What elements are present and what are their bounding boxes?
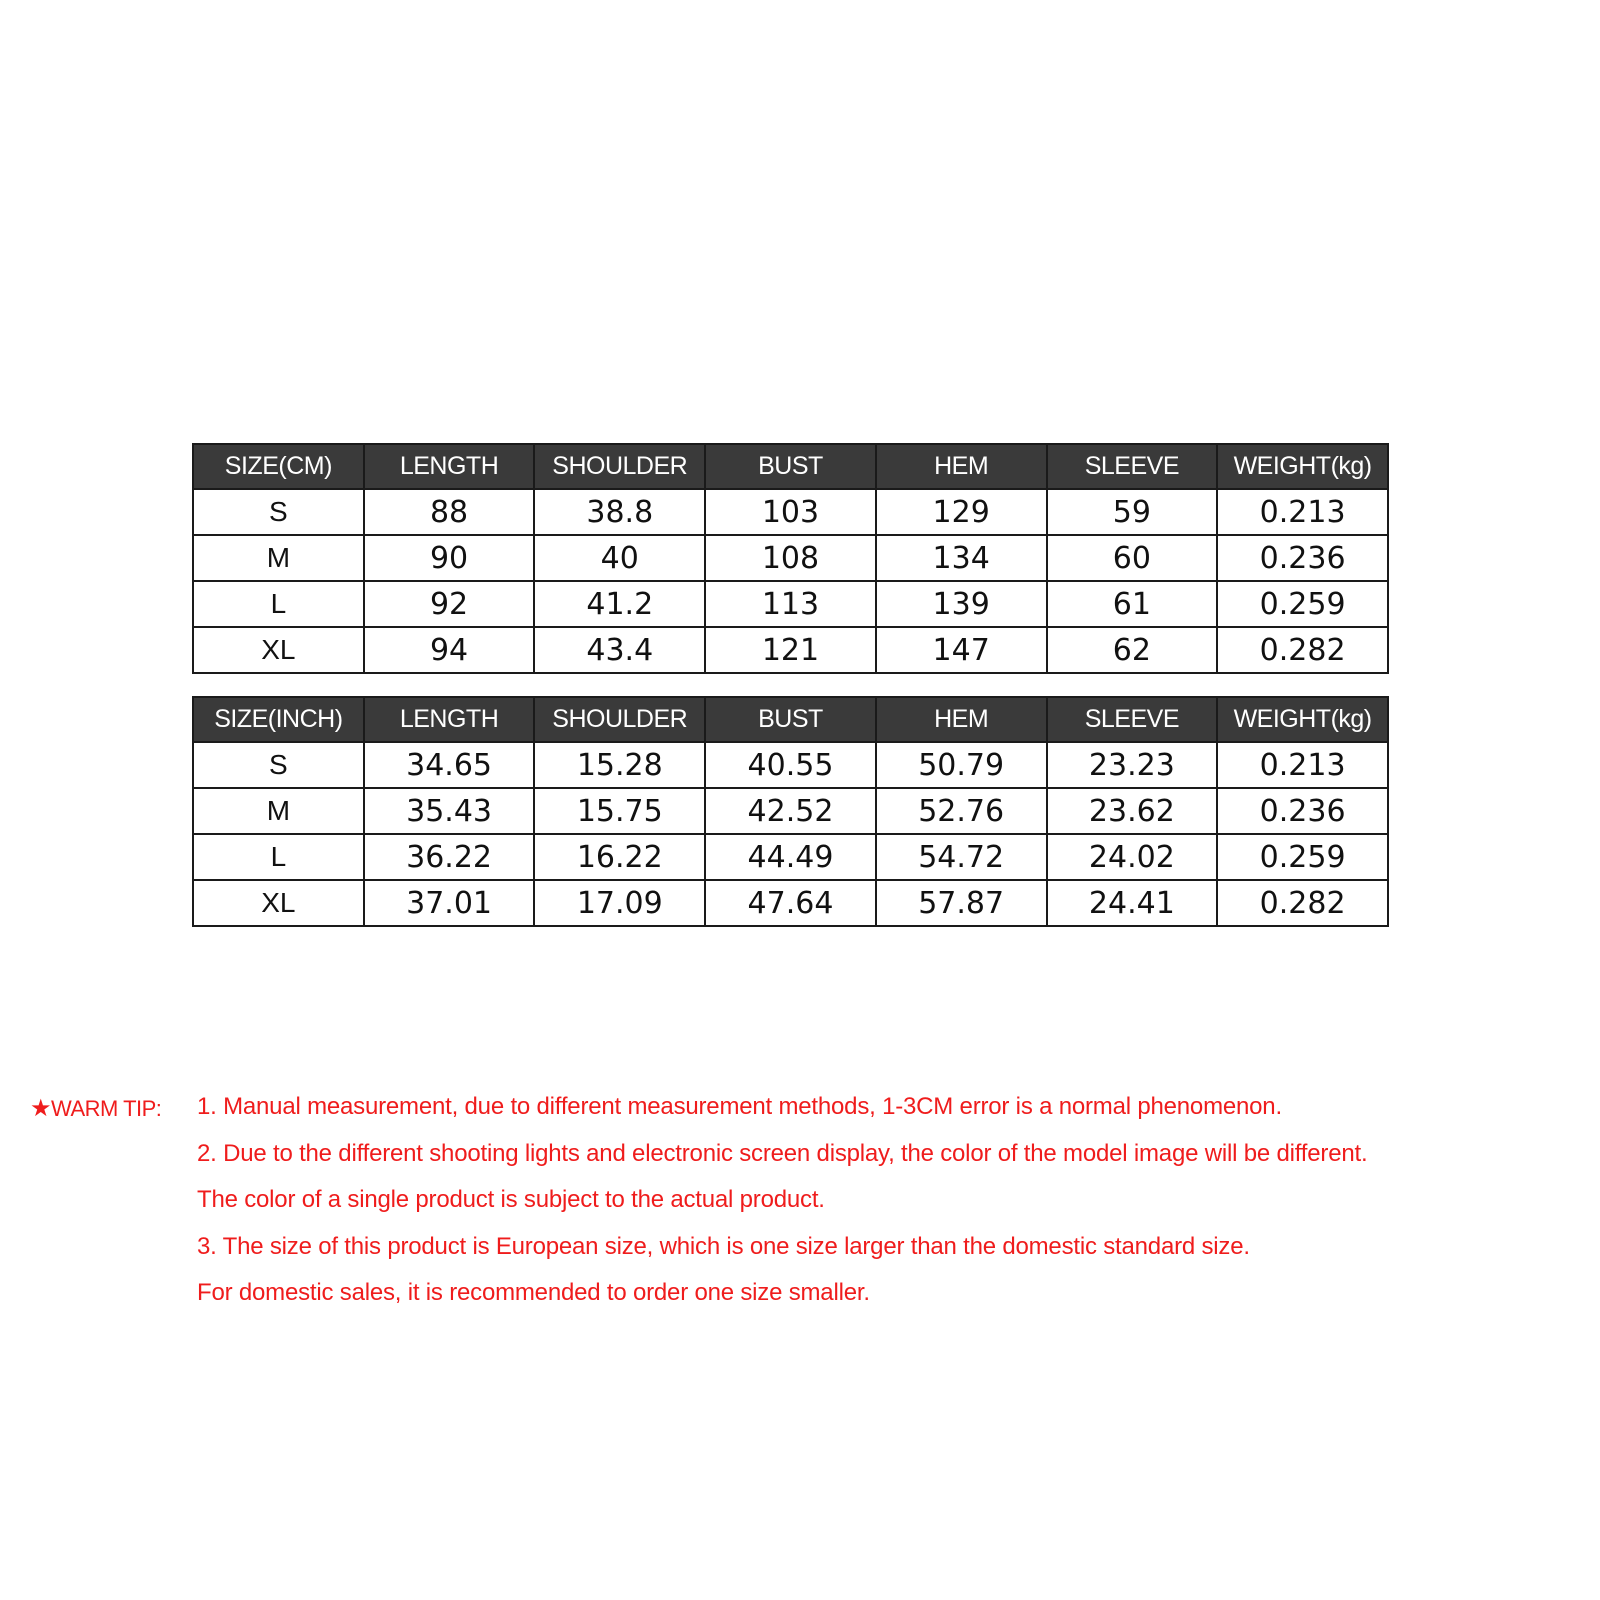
- cell-length: 88: [364, 489, 535, 535]
- cell-weight: 0.213: [1217, 489, 1388, 535]
- table-row: [193, 627, 1388, 673]
- cell-weight: 0.259: [1217, 834, 1388, 880]
- size-table-cm: [192, 443, 1389, 674]
- cell-shoulder: 43.4: [534, 627, 705, 673]
- size-table-inch: [192, 696, 1389, 927]
- warm-tip-line: The color of a single product is subject to the actual product.: [197, 1186, 825, 1213]
- cell-hem: 52.76: [876, 788, 1047, 834]
- warm-tip-line: 2. Due to the different shooting lights and electronic screen display, the color of the model image will be different.: [197, 1139, 1368, 1167]
- cell-weight: 0.282: [1217, 627, 1388, 673]
- cell-weight: 0.259: [1217, 581, 1388, 627]
- cell-sleeve: 24.02: [1047, 834, 1218, 880]
- cell-sleeve: 61: [1047, 581, 1218, 627]
- cell-hem: 57.87: [876, 880, 1047, 926]
- cell-size: L: [193, 834, 364, 880]
- cell-shoulder: 41.2: [534, 581, 705, 627]
- warm-tip-line: For domestic sales, it is recommended to order one size smaller.: [197, 1279, 870, 1306]
- header-sleeve: SLEEVE: [1047, 697, 1218, 742]
- cell-sleeve: 23.23: [1047, 742, 1218, 788]
- cell-sleeve: 59: [1047, 489, 1218, 535]
- cell-length: 35.43: [364, 788, 535, 834]
- table-row: [193, 880, 1388, 926]
- cell-sleeve: 23.62: [1047, 788, 1218, 834]
- header-size: SIZE(INCH): [193, 697, 364, 742]
- header-hem: HEM: [876, 444, 1047, 489]
- cell-length: 34.65: [364, 742, 535, 788]
- header-hem: HEM: [876, 697, 1047, 742]
- header-shoulder: SHOULDER: [534, 697, 705, 742]
- header-bust: BUST: [705, 697, 876, 742]
- warm-tip-line: 1. Manual measurement, due to different measurement methods, 1-3CM error is a normal phenomenon.: [197, 1093, 1282, 1120]
- cell-length: 37.01: [364, 880, 535, 926]
- warm-tip-heading: [30, 1094, 161, 1123]
- cell-sleeve: 60: [1047, 535, 1218, 581]
- cell-weight: 0.282: [1217, 880, 1388, 926]
- cell-shoulder: 16.22: [534, 834, 705, 880]
- header-bust: BUST: [705, 444, 876, 489]
- cell-size: S: [193, 742, 364, 788]
- cell-shoulder: 38.8: [534, 489, 705, 535]
- cell-bust: 121: [705, 627, 876, 673]
- cell-size: M: [193, 788, 364, 834]
- cell-bust: 113: [705, 581, 876, 627]
- cell-size: XL: [193, 880, 364, 926]
- warm-tip-list: [197, 1092, 1367, 1325]
- cell-length: 90: [364, 535, 535, 581]
- table-header-row: [193, 697, 1388, 742]
- header-shoulder: SHOULDER: [534, 444, 705, 489]
- cell-hem: 54.72: [876, 834, 1047, 880]
- header-weight: WEIGHT(kg): [1217, 697, 1388, 742]
- cell-hem: 139: [876, 581, 1047, 627]
- warm-tip-line: 3. The size of this product is European size, which is one size larger than the domestic standard size.: [197, 1232, 1250, 1260]
- cell-shoulder: 15.75: [534, 788, 705, 834]
- cell-length: 36.22: [364, 834, 535, 880]
- cell-bust: 44.49: [705, 834, 876, 880]
- header-size: SIZE(CM): [193, 444, 364, 489]
- table-row: [193, 788, 1388, 834]
- cell-sleeve: 62: [1047, 627, 1218, 673]
- cell-shoulder: 15.28: [534, 742, 705, 788]
- cell-size: XL: [193, 627, 364, 673]
- cell-bust: 40.55: [705, 742, 876, 788]
- table-row: [193, 834, 1388, 880]
- cell-weight: 0.236: [1217, 788, 1388, 834]
- cell-size: L: [193, 581, 364, 627]
- table-row: [193, 581, 1388, 627]
- star-icon: ★: [30, 1095, 52, 1122]
- cell-size: M: [193, 535, 364, 581]
- header-length: LENGTH: [364, 444, 535, 489]
- table-row: [193, 742, 1388, 788]
- cell-weight: 0.213: [1217, 742, 1388, 788]
- cell-hem: 147: [876, 627, 1047, 673]
- table-row: [193, 535, 1388, 581]
- cell-bust: 103: [705, 489, 876, 535]
- cell-shoulder: 17.09: [534, 880, 705, 926]
- header-weight: WEIGHT(kg): [1217, 444, 1388, 489]
- cell-hem: 50.79: [876, 742, 1047, 788]
- cell-bust: 108: [705, 535, 876, 581]
- cell-hem: 129: [876, 489, 1047, 535]
- cell-hem: 134: [876, 535, 1047, 581]
- cell-sleeve: 24.41: [1047, 880, 1218, 926]
- cell-length: 92: [364, 581, 535, 627]
- cell-size: S: [193, 489, 364, 535]
- table-header-row: [193, 444, 1388, 489]
- header-length: LENGTH: [364, 697, 535, 742]
- cell-bust: 47.64: [705, 880, 876, 926]
- warm-tip-label: WARM TIP:: [51, 1096, 162, 1121]
- table-row: [193, 489, 1388, 535]
- cell-bust: 42.52: [705, 788, 876, 834]
- cell-weight: 0.236: [1217, 535, 1388, 581]
- cell-shoulder: 40: [534, 535, 705, 581]
- cell-length: 94: [364, 627, 535, 673]
- header-sleeve: SLEEVE: [1047, 444, 1218, 489]
